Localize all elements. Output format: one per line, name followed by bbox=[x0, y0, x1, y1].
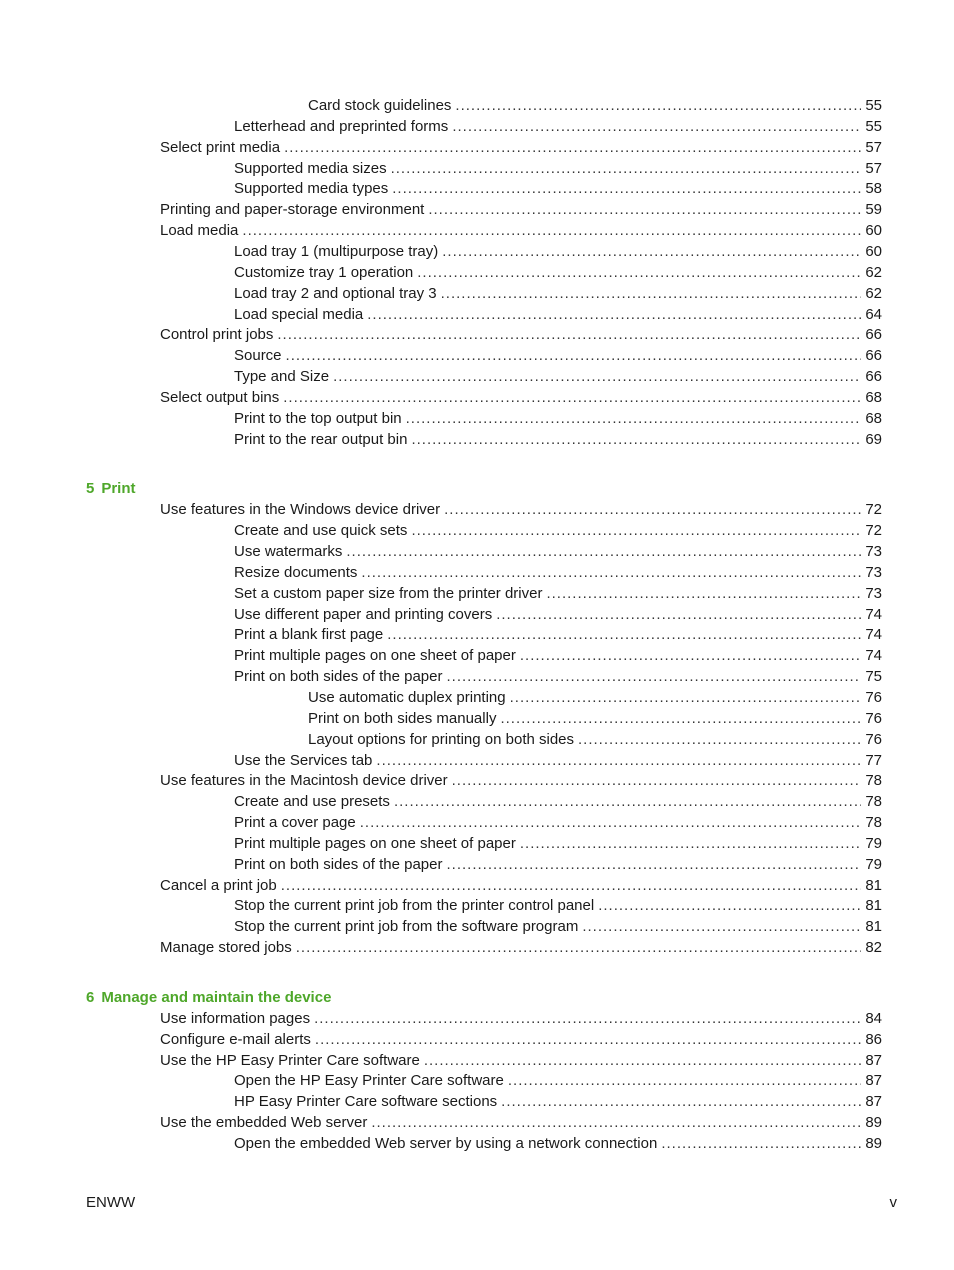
toc-entry-title: Open the HP Easy Printer Care software bbox=[234, 1072, 504, 1090]
toc-entry[interactable] bbox=[234, 284, 882, 304]
toc-entry-page: 68 bbox=[865, 409, 882, 427]
toc-entry[interactable] bbox=[234, 896, 882, 916]
dot-leader bbox=[411, 430, 861, 450]
dot-leader bbox=[598, 896, 861, 916]
toc-entry-title: Card stock guidelines bbox=[308, 97, 452, 114]
toc-entry-title: Print multiple pages on one sheet of paper bbox=[234, 834, 516, 852]
toc-entry[interactable] bbox=[234, 625, 882, 645]
toc-entry-page: 84 bbox=[865, 1009, 882, 1027]
toc-entry[interactable] bbox=[234, 521, 882, 541]
toc-entry-title: Configure e-mail alerts bbox=[160, 1030, 311, 1048]
toc-entry-page: 64 bbox=[865, 305, 882, 323]
toc-entry-title: Use information pages bbox=[160, 1009, 311, 1027]
dot-leader bbox=[520, 834, 861, 854]
dot-leader bbox=[496, 605, 861, 625]
toc-entry-page: 86 bbox=[865, 1030, 882, 1048]
toc-entry[interactable] bbox=[234, 605, 882, 625]
toc-entry-title: Open the embedded Web server by using a network connection bbox=[234, 1134, 658, 1152]
toc-entry-page: 66 bbox=[865, 326, 882, 344]
toc-entry-title: Print to the rear output bin bbox=[234, 430, 408, 448]
dot-leader bbox=[242, 221, 861, 241]
toc-entry-title: Supported media sizes bbox=[234, 159, 387, 177]
dot-leader bbox=[455, 96, 861, 116]
toc-entry-title: Set a custom paper size from the printer driver bbox=[234, 584, 543, 602]
dot-leader bbox=[387, 625, 861, 645]
toc-entry-page: 89 bbox=[865, 1134, 882, 1152]
dot-leader bbox=[452, 771, 862, 791]
toc-entry-title: Print on both sides manually bbox=[308, 709, 497, 727]
toc-entry-title: Printing and paper-storage environment bbox=[160, 201, 425, 219]
dot-leader bbox=[367, 305, 861, 325]
toc-entry-page: 62 bbox=[865, 284, 882, 302]
toc-entry-title: Load media bbox=[160, 222, 239, 240]
toc-entry-page: 79 bbox=[865, 855, 882, 873]
toc-entry[interactable] bbox=[234, 542, 882, 562]
toc-entry[interactable] bbox=[160, 500, 882, 520]
toc-entry-page: 81 bbox=[865, 918, 882, 936]
toc-entry-page: 73 bbox=[865, 584, 882, 602]
toc-entry-page: 60 bbox=[865, 242, 882, 260]
toc-entry-title: Create and use quick sets bbox=[234, 522, 408, 540]
toc-entry-page: 77 bbox=[865, 751, 882, 769]
dot-leader bbox=[376, 751, 861, 771]
toc-entry-title: Use the HP Easy Printer Care software bbox=[160, 1051, 420, 1069]
toc-entry[interactable] bbox=[160, 1051, 882, 1071]
toc-entry[interactable] bbox=[234, 367, 882, 387]
toc-entry[interactable] bbox=[160, 771, 882, 791]
toc-entry-title: Use automatic duplex printing bbox=[308, 688, 506, 706]
dot-leader bbox=[296, 938, 862, 958]
toc-entry[interactable] bbox=[234, 855, 882, 875]
dot-leader bbox=[315, 1030, 861, 1050]
toc-entry-title: Use the Services tab bbox=[234, 751, 373, 769]
toc-entry-page: 82 bbox=[865, 939, 882, 957]
toc-entry-page: 62 bbox=[865, 263, 882, 281]
toc-entry-title: Use watermarks bbox=[234, 543, 343, 560]
toc-entry[interactable] bbox=[234, 1071, 882, 1091]
toc-entry[interactable] bbox=[160, 1009, 882, 1029]
toc-entry[interactable] bbox=[234, 751, 882, 771]
toc-entry-page: 87 bbox=[865, 1051, 882, 1069]
dot-leader bbox=[520, 646, 861, 666]
dot-leader bbox=[424, 1051, 861, 1071]
dot-leader bbox=[582, 917, 861, 937]
toc-entry-title: Stop the current print job from the printer control panel bbox=[234, 897, 595, 915]
toc-entry-title: Manage stored jobs bbox=[160, 939, 292, 957]
toc-entry-page: 76 bbox=[865, 688, 882, 706]
dot-leader bbox=[428, 200, 861, 220]
dot-leader bbox=[411, 521, 861, 541]
toc-entry-page: 66 bbox=[865, 368, 882, 386]
footer-page-number: v bbox=[889, 1194, 897, 1211]
dot-leader bbox=[333, 367, 861, 387]
toc-entry[interactable] bbox=[160, 200, 882, 220]
toc-entry-page: 73 bbox=[865, 543, 882, 560]
dot-leader bbox=[392, 179, 861, 199]
toc-entry[interactable] bbox=[160, 876, 882, 896]
toc-entry[interactable] bbox=[160, 938, 882, 958]
dot-leader bbox=[442, 242, 861, 262]
dot-leader bbox=[441, 284, 862, 304]
toc-entry-page: 79 bbox=[865, 834, 882, 852]
toc-entry[interactable] bbox=[234, 792, 882, 812]
toc-entry[interactable] bbox=[234, 305, 882, 325]
toc-entry-page: 55 bbox=[865, 117, 882, 135]
toc-entry[interactable] bbox=[234, 179, 882, 199]
chapter-number: 5 bbox=[86, 480, 95, 498]
toc-entry-title: Print multiple pages on one sheet of paper bbox=[234, 647, 516, 665]
toc-entry-page: 57 bbox=[865, 159, 882, 177]
toc-entry-page: 78 bbox=[865, 793, 882, 811]
toc-entry[interactable] bbox=[308, 709, 882, 729]
toc-entry-page: 74 bbox=[865, 647, 882, 665]
toc-entry[interactable] bbox=[160, 1113, 882, 1133]
toc-entry-title: Load special media bbox=[234, 305, 364, 323]
toc-entry-page: 75 bbox=[865, 668, 882, 686]
toc-entry[interactable] bbox=[160, 388, 882, 408]
toc-entry-page: 87 bbox=[865, 1072, 882, 1090]
toc-entry-page: 66 bbox=[865, 347, 882, 365]
dot-leader bbox=[286, 346, 862, 366]
toc-entry-page: 72 bbox=[865, 522, 882, 540]
dot-leader bbox=[277, 325, 861, 345]
toc-entry[interactable] bbox=[234, 834, 882, 854]
toc-entry-title: Print a cover page bbox=[234, 814, 356, 832]
toc-entry-title: Supported media types bbox=[234, 180, 389, 198]
dot-leader bbox=[314, 1009, 861, 1029]
chapter-number: 6 bbox=[86, 989, 95, 1006]
toc-entry-title: Use different paper and printing covers bbox=[234, 605, 493, 623]
toc-entry-title: Print a blank first page bbox=[234, 626, 384, 644]
dot-leader bbox=[394, 792, 861, 812]
dot-leader bbox=[661, 1134, 861, 1154]
dot-leader bbox=[510, 688, 862, 708]
toc-entry[interactable] bbox=[234, 242, 882, 262]
toc-entry[interactable] bbox=[234, 563, 882, 583]
dot-leader bbox=[452, 117, 861, 137]
toc-entry[interactable] bbox=[234, 667, 882, 687]
toc-entry[interactable] bbox=[308, 96, 882, 116]
toc-entry-page: 58 bbox=[865, 180, 882, 198]
toc-entry-page: 87 bbox=[865, 1093, 882, 1111]
toc-entry-title: Resize documents bbox=[234, 563, 358, 581]
dot-leader bbox=[371, 1113, 861, 1133]
toc-entry-page: 76 bbox=[865, 709, 882, 727]
toc-entry-title: Layout options for printing on both sides bbox=[308, 730, 575, 748]
toc-entry[interactable] bbox=[234, 409, 882, 429]
chapter-title: Manage and maintain the device bbox=[101, 989, 332, 1006]
toc-entry[interactable] bbox=[234, 159, 882, 179]
toc-entry-page: 59 bbox=[865, 201, 882, 219]
toc-entry-title: Letterhead and preprinted forms bbox=[234, 117, 449, 135]
toc-entry-page: 55 bbox=[865, 97, 882, 114]
dot-leader bbox=[578, 730, 861, 750]
toc-entry-page: 78 bbox=[865, 814, 882, 832]
dot-leader bbox=[406, 409, 862, 429]
toc-entry-title: Print on both sides of the paper bbox=[234, 855, 443, 873]
toc-entry-title: Cancel a print job bbox=[160, 876, 277, 894]
toc-entry-page: 81 bbox=[865, 897, 882, 915]
toc-entry-title: Use the embedded Web server bbox=[160, 1114, 368, 1132]
dot-leader bbox=[446, 855, 861, 875]
toc-entry[interactable] bbox=[160, 221, 882, 241]
toc-entry-title: Select print media bbox=[160, 138, 281, 156]
toc-entry-title: Customize tray 1 operation bbox=[234, 263, 414, 281]
dot-leader bbox=[546, 584, 861, 604]
dot-leader bbox=[446, 667, 861, 687]
toc-entry[interactable] bbox=[160, 1030, 882, 1050]
toc-entry[interactable] bbox=[308, 730, 882, 750]
toc-entry-page: 57 bbox=[865, 138, 882, 156]
toc-entry[interactable] bbox=[308, 688, 882, 708]
dot-leader bbox=[444, 500, 861, 520]
toc-entry[interactable] bbox=[234, 346, 882, 366]
dot-leader bbox=[508, 1071, 861, 1091]
dot-leader bbox=[361, 563, 861, 583]
chapter-title: Print bbox=[101, 480, 136, 498]
dot-leader bbox=[391, 159, 862, 179]
chapter-heading[interactable] bbox=[86, 988, 331, 1008]
chapter-heading[interactable] bbox=[86, 479, 136, 499]
toc-entry[interactable] bbox=[234, 646, 882, 666]
toc-entry[interactable] bbox=[234, 263, 882, 283]
dot-leader bbox=[283, 388, 861, 408]
toc-entry-page: 74 bbox=[865, 626, 882, 644]
toc-entry-title: Use features in the Windows device driver bbox=[160, 501, 441, 519]
dot-leader bbox=[346, 542, 861, 562]
toc-entry-title: Use features in the Macintosh device driver bbox=[160, 772, 448, 790]
dot-leader bbox=[360, 813, 862, 833]
dot-leader bbox=[500, 709, 861, 729]
toc-entry[interactable] bbox=[160, 138, 882, 158]
toc-entry-title: Print on both sides of the paper bbox=[234, 668, 443, 686]
dot-leader bbox=[501, 1092, 861, 1112]
toc-entry-title: Stop the current print job from the software program bbox=[234, 918, 579, 936]
dot-leader bbox=[417, 263, 861, 283]
toc-entry-title: Control print jobs bbox=[160, 326, 274, 344]
toc-entry[interactable] bbox=[234, 917, 882, 937]
toc-entry-title: Source bbox=[234, 347, 282, 365]
toc-entry-title: Print to the top output bin bbox=[234, 409, 402, 427]
toc-entry-page: 69 bbox=[865, 430, 882, 448]
dot-leader bbox=[284, 138, 861, 158]
toc-entry[interactable] bbox=[160, 325, 882, 345]
toc-entry-page: 73 bbox=[865, 563, 882, 581]
toc-entry-title: Create and use presets bbox=[234, 793, 390, 811]
toc-entry-page: 89 bbox=[865, 1114, 882, 1132]
toc-entry-page: 78 bbox=[865, 772, 882, 790]
toc-entry-page: 68 bbox=[865, 388, 882, 406]
toc-entry-title: Load tray 2 and optional tray 3 bbox=[234, 284, 437, 302]
toc-entry-page: 72 bbox=[865, 501, 882, 519]
toc-entry-title: HP Easy Printer Care software sections bbox=[234, 1093, 498, 1111]
toc-entry-title: Type and Size bbox=[234, 368, 330, 386]
toc-entry[interactable] bbox=[234, 430, 882, 450]
toc-entry[interactable] bbox=[234, 1092, 882, 1112]
toc-entry[interactable] bbox=[234, 1134, 882, 1154]
toc-entry-page: 81 bbox=[865, 876, 882, 894]
toc-entry-page: 76 bbox=[865, 730, 882, 748]
toc-entry-title: Select output bins bbox=[160, 388, 280, 406]
toc-entry-page: 74 bbox=[865, 605, 882, 623]
toc-entry-page: 60 bbox=[865, 222, 882, 240]
toc-entry-title: Load tray 1 (multipurpose tray) bbox=[234, 242, 439, 260]
dot-leader bbox=[281, 876, 862, 896]
footer-publication-code: ENWW bbox=[86, 1194, 136, 1211]
toc-entry[interactable] bbox=[234, 117, 882, 137]
toc-entry[interactable] bbox=[234, 813, 882, 833]
toc-entry[interactable] bbox=[234, 584, 882, 604]
